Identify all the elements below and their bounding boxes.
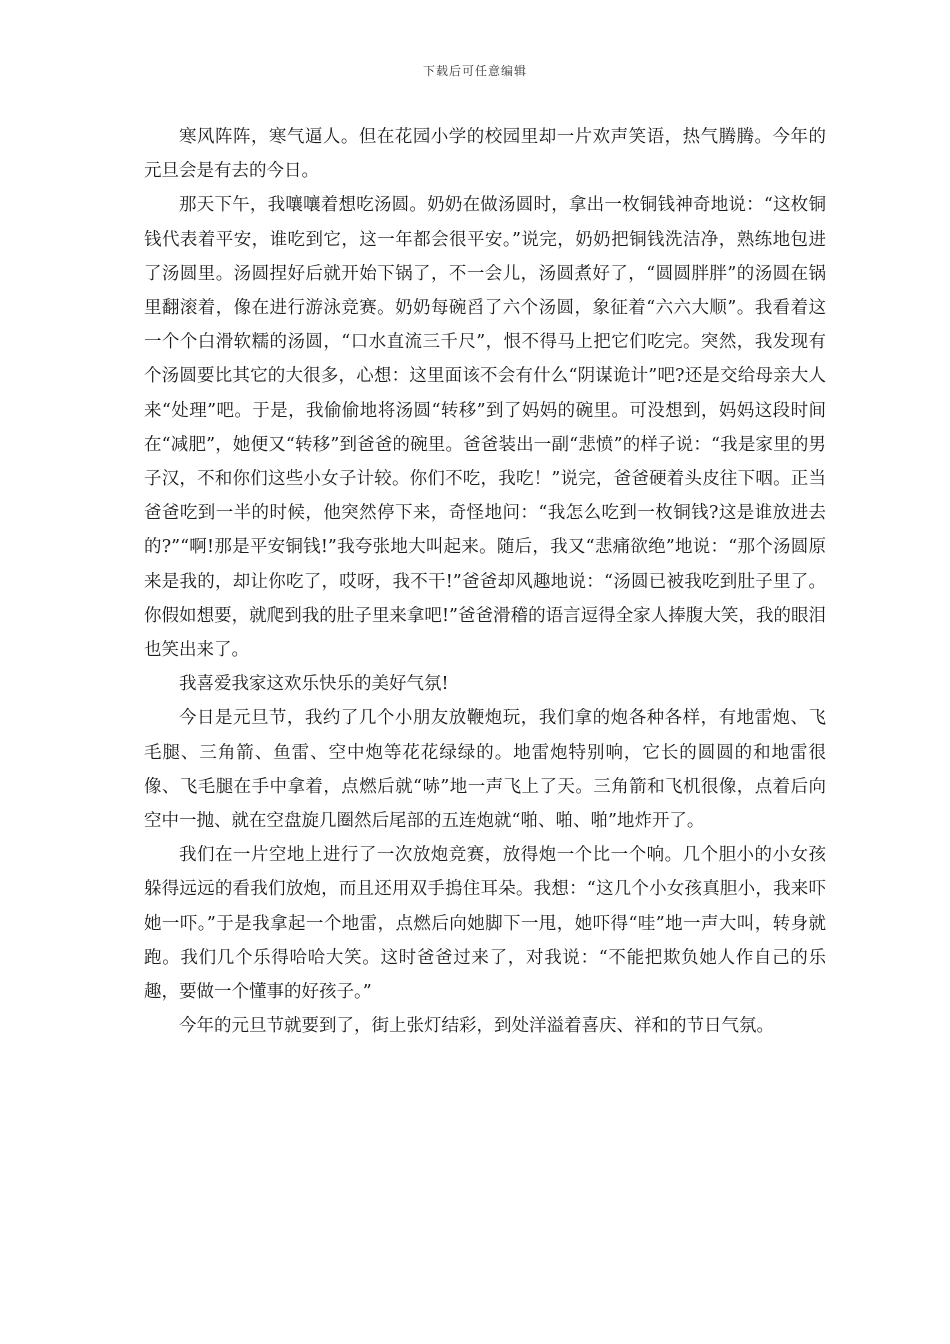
page-header: 下载后可任意编辑 [422,64,527,78]
document-body [144,120,826,1043]
paragraph-2: 那天下午，我嚷嚷着想吃汤圆。奶奶在做汤圆时，拿出一枚铜钱神奇地说：“这枚铜钱代表着平安，谁吃到它，这一年都会很平安。”说完，奶奶把铜钱洗洁净，熟练地包进了汤圆里。汤圆捏好后就开始下锅了，不一会儿，汤圆煮好了，“圆圆胖胖”的汤圆在锅里翻滚着，像在进行游泳竞赛。奶奶每碗舀了六个汤圆，象征着“六六大顺”。我看着这一个个白滑软糯的汤圆，“口水直流三千尺”，恨不得马上把它们吃完。突然，我发现有个汤圆要比其它的大很多，心想：这里面该不会有什么“阴谋诡计”吧?还是交给母亲大人来“处理”吧。于是，我偷偷地将汤圆“转移”到了妈妈的碗里。可没想到，妈妈这段时间在“减肥”，她便又“转移”到爸爸的碗里。爸爸装出一副“悲愤”的样子说：“我是家里的男子汉，不和你们这些小女子计较。你们不吃，我吃！”说完，爸爸硬着头皮往下咽。正当爸爸吃到一半的时候，他突然停下来，奇怪地问：“我怎么吃到一枚铜钱?这是谁放进去的?”“啊!那是平安铜钱!”我夸张地大叫起来。随后，我又“悲痛欲绝”地说：“那个汤圆原来是我的，却让你吃了，哎呀，我不干!”爸爸却风趣地说：“汤圆已被我吃到肚子里了。你假如想要，就爬到我的肚子里来拿吧!”爸爸滑稽的语言逗得全家人捧腹大笑，我的眼泪也笑出来了。 [144,195,826,661]
paragraph-5: 我们在一片空地上进行了一次放炮竞赛，放得炮一个比一个响。几个胆小的小女孩躲得远远的看我们放炮，而且还用双手摀住耳朵。我想：“这几个小女孩真胆小，我来吓她一吓。”于是我拿起一个地雷，点燃后向她脚下一甩，她吓得“哇”地一声大叫，转身就跑。我们几个乐得哈哈大笑。这时爸爸过来了，对我说：“不能把欺负她人作自己的乐趣，要做一个懂事的好孩子。” [144,845,826,1003]
paragraph-4: 今日是元旦节，我约了几个小朋友放鞭炮玩，我们拿的炮各种各样，有地雷炮、飞毛腿、三角箭、鱼雷、空中炮等花花绿绿的。地雷炮特别响，它长的圆圆的和地雷很像、飞毛腿在手中拿着，点燃后就“哧”地一声飞上了天。三角箭和飞机很像，点着后向空中一抛、就在空盘旋几圈然后尾部的五连炮就“啪、啪、啪”地炸开了。 [144,708,826,832]
paragraph-6: 今年的元旦节就要到了，街上张灯结彩，到处洋溢着喜庆、祥和的节日气氛。 [179,1016,774,1037]
paragraph-3: 我喜爱我家这欢乐快乐的美好气氛! [179,674,449,695]
paragraph-1: 寒风阵阵，寒气逼人。但在花园小学的校园里却一片欢声笑语，热气腾腾。今年的元旦会是有去的今日。 [144,127,826,182]
